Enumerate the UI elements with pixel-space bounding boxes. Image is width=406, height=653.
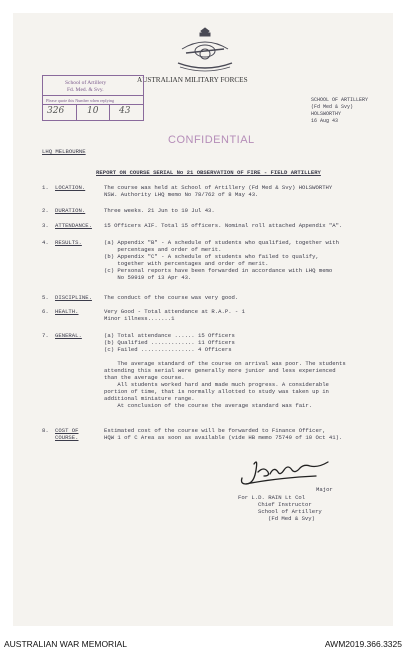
paragraph-line: (b) Appendix "C" - A schedule of students who failed to qualify, <box>104 253 319 260</box>
paragraph-heading: ATTENDANCE. <box>55 222 92 229</box>
paragraph-line: attending this serial were generally more junior and less experienced <box>104 367 336 374</box>
signatory-rank: Major <box>316 486 333 493</box>
paragraph-heading: DURATION. <box>55 207 86 214</box>
paragraph-line: The conduct of the course was very good. <box>104 294 239 301</box>
paragraph-line: (b) Qualified ............. 11 Officers <box>104 339 235 346</box>
paragraph-number: 8. <box>42 427 49 434</box>
stamp-line-1: School of Artillery <box>65 80 107 86</box>
paragraph-line: NSW. Authority LHQ memo No 78/762 of 8 May 43. <box>104 191 259 198</box>
paragraph-line: (a) Appendix "B" - A schedule of students who qualified, together with <box>104 239 339 246</box>
paragraph-line: HQW 1 of C Area as soon as available (vide HB memo 75749 of 10 Oct 41). <box>104 434 343 441</box>
paragraph-heading: LOCATION. <box>55 184 86 191</box>
paragraph-line: together with percentages and order of merit. <box>104 260 269 267</box>
paragraph-number: 5. <box>42 294 49 301</box>
crest-icon <box>172 27 238 75</box>
subject-line: REPORT ON COURSE SERIAL No 21 OBSERVATION OF FIRE - FIELD ARTILLERY <box>96 169 321 176</box>
footer-accession-number: AWM2019.366.3325 <box>324 639 402 649</box>
paragraph-number: 1. <box>42 184 49 191</box>
paragraph-number: 2. <box>42 207 49 214</box>
paragraph-number: 7. <box>42 332 49 339</box>
signatory-line: (Fd Med & Svy) <box>268 515 315 522</box>
paragraph-line: The course was held at School of Artillery (Fd Med & Svy) HOLSWORTHY <box>104 184 333 191</box>
address-line: (Fd Med & Svy) <box>311 104 354 110</box>
paragraph-line: (c) Personal reports have been forwarded in accordance with LHQ memo <box>104 267 333 274</box>
footer-source: AUSTRALIAN WAR MEMORIAL <box>4 639 127 649</box>
paragraph-line: portion of time, that is normally allotted to study was taken up in <box>104 388 329 395</box>
paragraph-line: additional miniature range. <box>104 395 195 402</box>
paragraph-line: (a) Total attendance ...... 15 Officers <box>104 332 235 339</box>
address-date: 16 Aug 43 <box>311 118 339 124</box>
stamp-number-1: 326 <box>47 106 65 116</box>
paragraph-heading: COST OF COURSE. <box>55 427 79 441</box>
paragraph-line: Minor illness.......1 <box>104 315 175 322</box>
paragraph-line: Estimated cost of the course will be forwarded to Finance Officer, <box>104 427 326 434</box>
paragraph-heading: HEALTH. <box>55 308 79 315</box>
paragraph-number: 3. <box>42 222 49 229</box>
paragraph-line: percentages and order of merit. <box>104 246 222 253</box>
stamp-number-2: 10 <box>87 106 99 116</box>
stamp-line-3: Please quote this Number when replying <box>46 98 115 103</box>
paragraph-line: No 59919 of 13 Apr 43. <box>104 274 192 281</box>
addressee: LHQ MELBOURNE <box>42 148 86 155</box>
paragraph-line: 15 Officers AIF. Total 15 officers. Nominal roll attached Appendix "A". <box>104 222 343 229</box>
reference-stamp <box>42 75 144 121</box>
stamp-line-2: Fd. Med. & Svy. <box>67 87 104 93</box>
address-line: HOLSWORTHY <box>311 111 342 117</box>
address-line: SCHOOL OF ARTILLERY <box>311 97 369 103</box>
footer-bar <box>0 636 406 653</box>
paragraph-line: than the average course. <box>104 374 185 381</box>
paragraph-heading: GENERAL. <box>55 332 82 339</box>
paragraph-line: All students worked hard and made much progress. A considerable <box>104 381 329 388</box>
stamp-number-3: 43 <box>119 106 131 116</box>
paragraph-line: Very Good - Total attendance at R.A.P. - 1 <box>104 308 245 315</box>
paragraph-heading: DISCIPLINE. <box>55 294 92 301</box>
paragraph-number: 4. <box>42 239 49 246</box>
signatory-line: Chief Instructor <box>258 501 312 508</box>
classification-stamp: CONFIDENTIAL <box>168 134 255 146</box>
paragraph-line: The average standard of the course on arrival was poor. The students <box>104 360 346 367</box>
paragraph-number: 6. <box>42 308 49 315</box>
signatory-line: School of Artillery <box>258 508 322 515</box>
paragraph-line: At conclusion of the course the average standard was fair. <box>104 402 313 409</box>
paragraph-heading: RESULTS. <box>55 239 82 246</box>
document-title: AUSTRALIAN MILITARY FORCES <box>137 76 248 84</box>
paragraph-line: (c) Failed ................ 4 Officers <box>104 346 232 353</box>
paragraph-line: Three weeks. 21 Jun to 10 Jul 43. <box>104 207 215 214</box>
signatory-line: For L.D. RAIN Lt Col <box>238 494 306 501</box>
